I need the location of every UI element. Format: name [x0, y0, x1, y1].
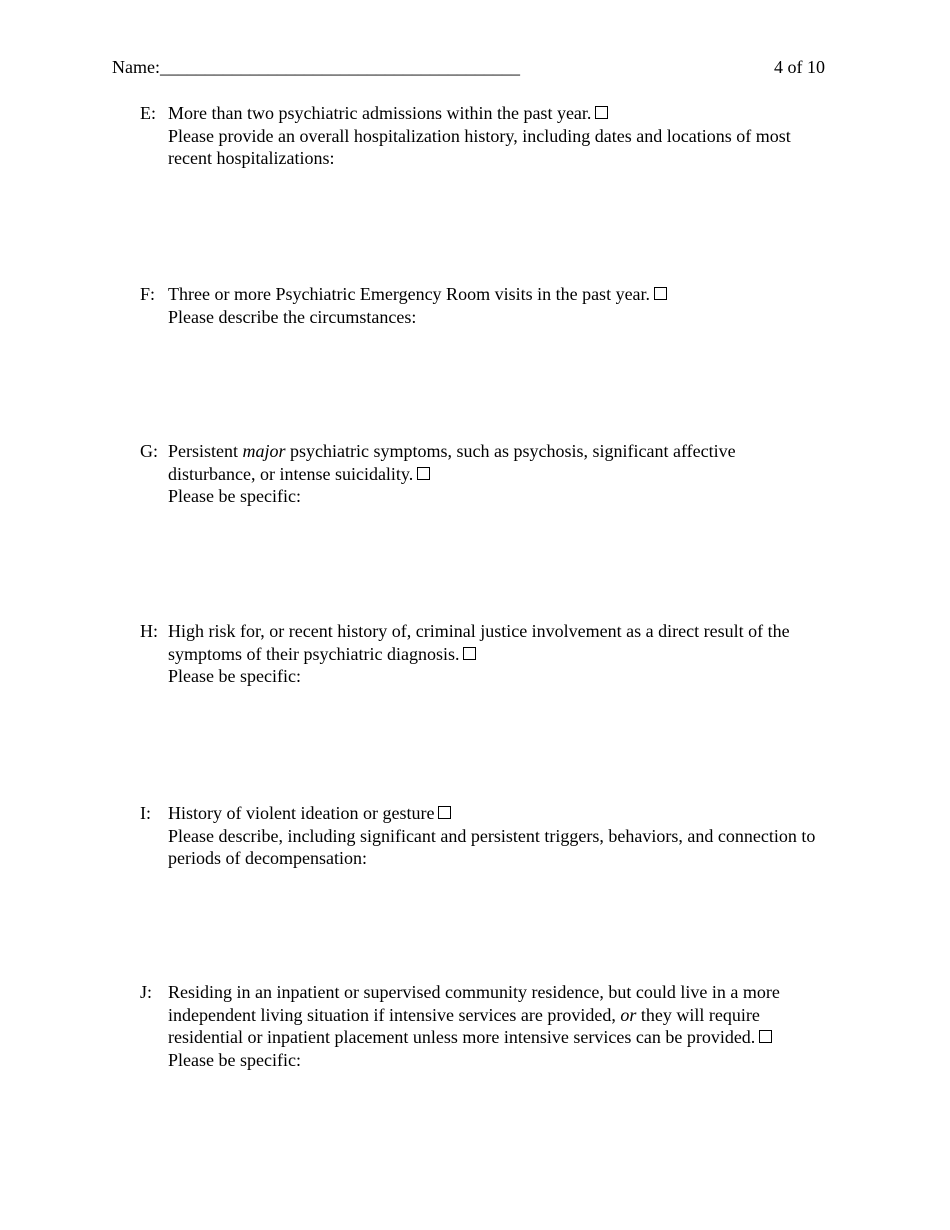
criterion-text: Three or more Psychiatric Emergency Room visits in the past year. — [168, 284, 651, 304]
emphasis-major: major — [242, 441, 286, 461]
criterion-i-checkbox[interactable] — [438, 806, 451, 819]
prompt-text: Please be specific: — [168, 666, 301, 686]
prompt-text: Please provide an overall hospitalization history, including dates and locations of most — [168, 125, 791, 146]
criterion-j-checkbox[interactable] — [759, 1030, 772, 1043]
criterion-text: disturbance, or intense suicidality. — [168, 463, 414, 484]
prompt-text: periods of decompensation: — [168, 848, 367, 868]
criterion-text: independent living situation if intensive services are provided, or they will require — [168, 1004, 760, 1025]
criterion-text: History of violent ideation or gesture — [168, 803, 435, 823]
criterion-text: Residing in an inpatient or supervised community residence, but could live in a more — [168, 982, 780, 1002]
prompt-text: Please describe, including significant and persistent triggers, behaviors, and connection to — [168, 825, 816, 846]
criterion-letter: F: — [140, 284, 156, 304]
criterion-text: High risk for, or recent history of, criminal justice involvement as a direct result of the — [168, 621, 790, 641]
criterion-text: Persistent major psychiatric symptoms, such as psychosis, significant affective — [168, 441, 736, 461]
name-field-label: Name:________________________________________ — [112, 57, 520, 77]
criterion-text: More than two psychiatric admissions within the past year. — [168, 103, 592, 123]
criterion-f-checkbox[interactable] — [654, 287, 667, 300]
criterion-letter: G: — [140, 441, 158, 461]
criterion-g-checkbox[interactable] — [417, 467, 430, 480]
page-indicator: 4 of 10 — [774, 57, 825, 77]
criterion-e-checkbox[interactable] — [595, 106, 608, 119]
criterion-letter: E: — [140, 103, 156, 123]
prompt-text: Please be specific: — [168, 486, 301, 506]
criterion-letter: H: — [140, 621, 158, 641]
emphasis-or: or — [620, 1004, 637, 1025]
criterion-letter: J: — [140, 982, 153, 1002]
prompt-text: Please describe the circumstances: — [168, 306, 417, 327]
criterion-text: symptoms of their psychiatric diagnosis. — [168, 643, 460, 664]
criterion-letter: I: — [140, 803, 151, 823]
criterion-text: residential or inpatient placement unless more intensive services can be provided. — [168, 1027, 756, 1047]
criterion-h-checkbox[interactable] — [463, 647, 476, 660]
prompt-text: Please be specific: — [168, 1049, 301, 1070]
prompt-text: recent hospitalizations: — [168, 148, 335, 168]
